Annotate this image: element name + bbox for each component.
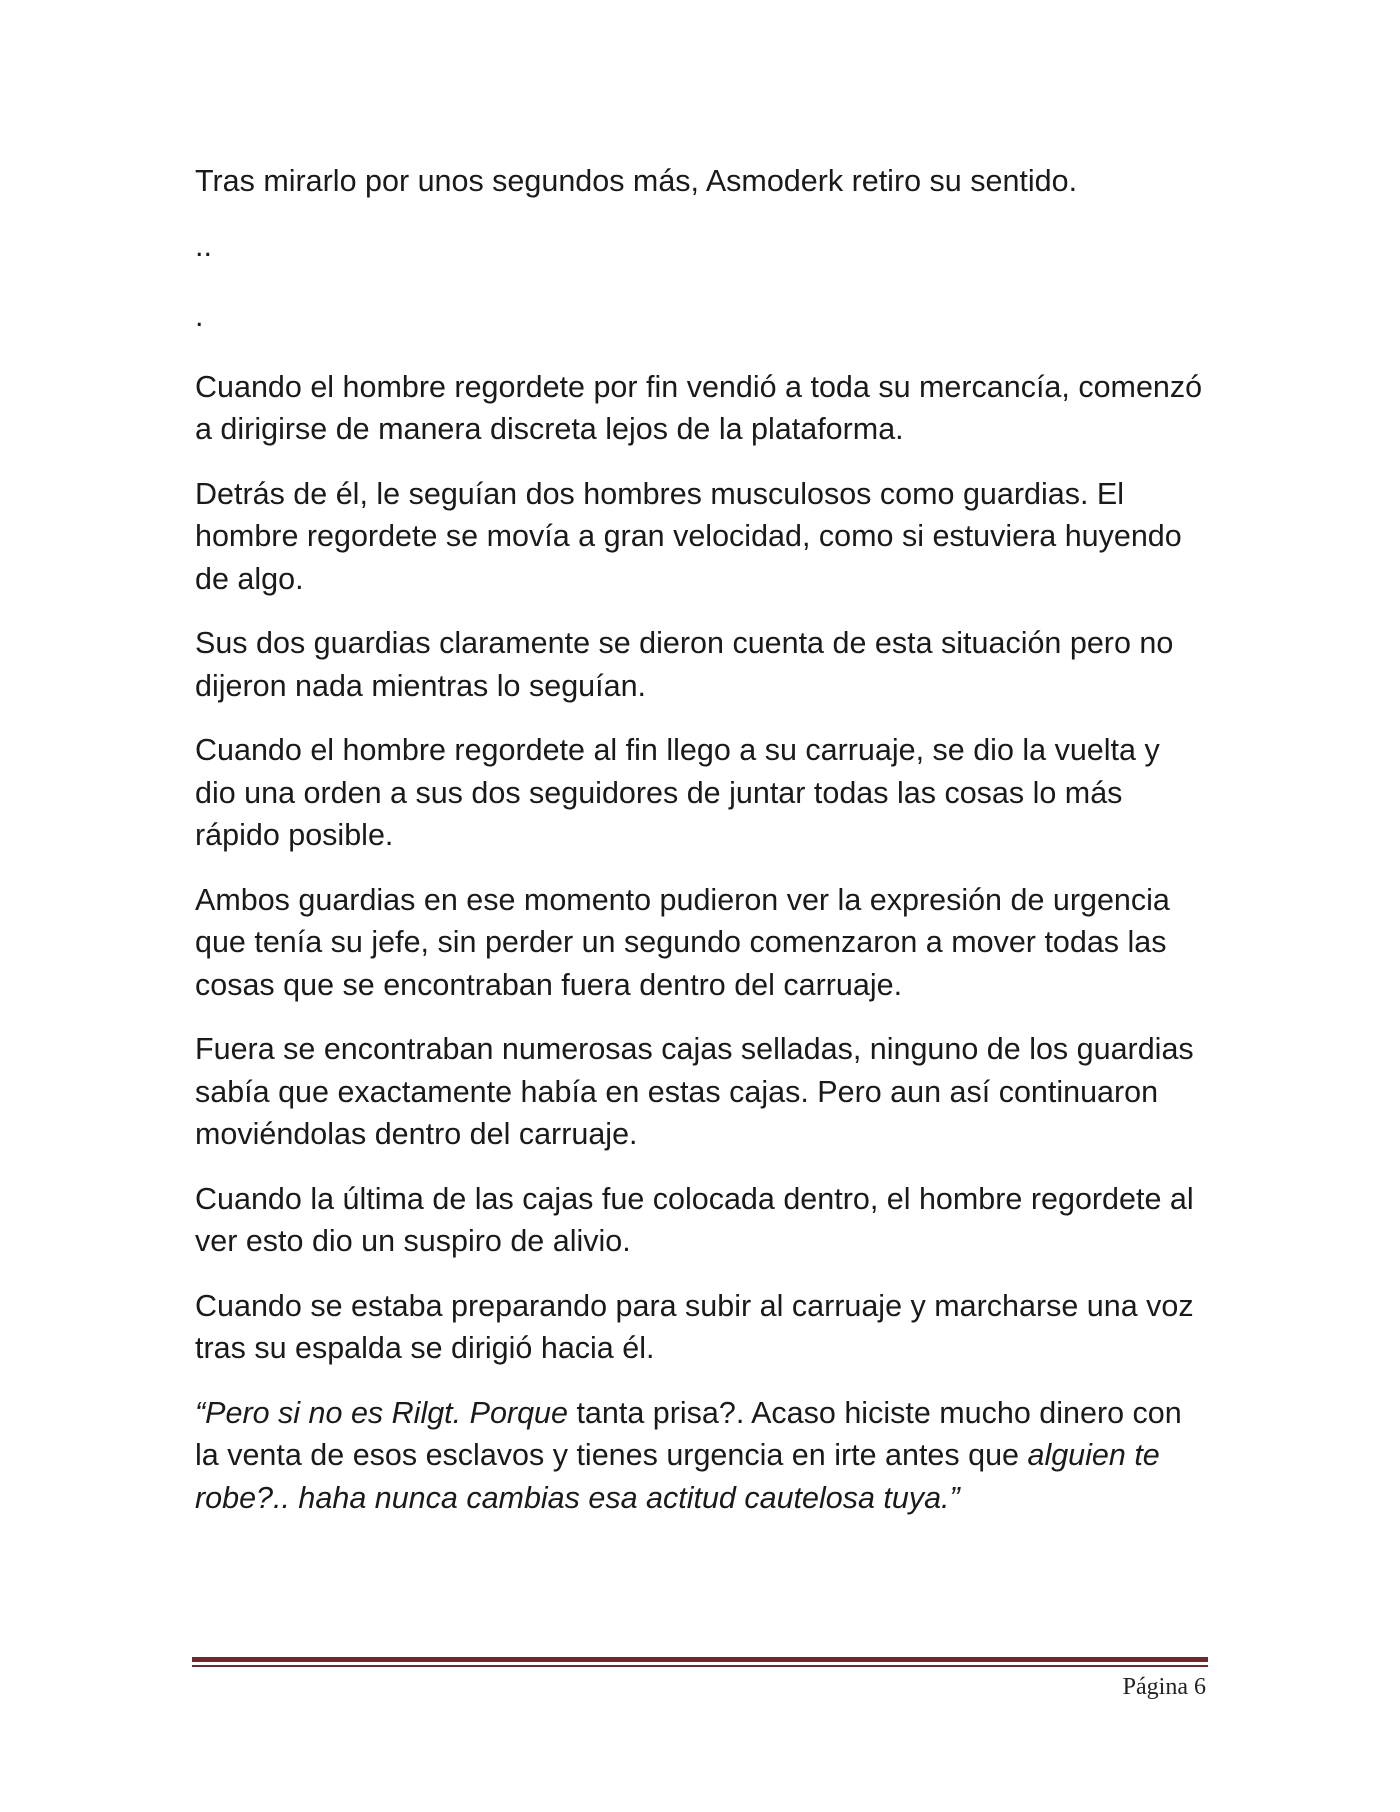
footer-rule <box>192 1657 1208 1662</box>
ellipsis-separator <box>195 225 1205 268</box>
italic-text: “Pero si no es Rilgt. Porque <box>195 1395 568 1430</box>
text-run: Sus dos guardias claramente se dieron cuenta de esta situación pero no dijeron nada mientras lo seguían. <box>195 626 1174 703</box>
paragraph <box>195 729 1205 857</box>
paragraph <box>195 473 1205 601</box>
paragraph <box>195 1178 1205 1263</box>
paragraph <box>195 879 1205 1007</box>
text-run: . <box>195 299 204 333</box>
paragraph <box>195 1285 1205 1370</box>
paragraph <box>195 1028 1205 1156</box>
text-run: Cuando el hombre regordete al fin llego a su carruaje, se dio la vuelta y dio una orden a sus dos seguidores de juntar todas las cosas lo más rápido posible. <box>195 733 1160 852</box>
italic-text: alguien te robe?.. haha nunca cambias esa actitud cautelosa tuya.” <box>195 1438 1160 1515</box>
text-run: tanta prisa?. Acaso hiciste mucho dinero con la venta de esos esclavos y tienes urgencia en irte antes que <box>195 1395 1182 1472</box>
paragraph <box>195 366 1205 451</box>
paragraph <box>195 160 1205 203</box>
ellipsis-separator <box>195 295 1205 338</box>
text-run: Ambos guardias en ese momento pudieron ver la expresión de urgencia que tenía su jefe, sin perder un segundo comenzaron a mover todas las cosas que se encontraban fuera dentro del carruaje. <box>195 882 1170 1002</box>
text-run: Fuera se encontraban numerosas cajas selladas, ninguno de los guardias sabía que exactamente había en estas cajas. Pero aun así continuaron moviéndolas dentro del carruaje. <box>195 1032 1194 1151</box>
text-run: Detrás de él, le seguían dos hombres musculosos como guardias. El hombre regordete se movía a gran velocidad, como si estuviera huyendo de algo. <box>195 476 1182 596</box>
body-text <box>195 160 1205 1541</box>
footer-rule-thin <box>192 1665 1208 1667</box>
text-run: Cuando el hombre regordete por fin vendió a toda su mercancía, comenzó a dirigirse de manera discreta lejos de la plataforma. <box>195 369 1203 446</box>
text-run: Tras mirarlo por unos segundos más, Asmoderk retiro su sentido. <box>195 164 1078 198</box>
paragraph <box>195 622 1205 707</box>
text-run: Cuando la última de las cajas fue colocada dentro, el hombre regordete al ver esto dio un suspiro de alivio. <box>195 1181 1194 1258</box>
paragraph <box>195 1392 1205 1520</box>
page-number: Página 6 <box>1122 1674 1206 1700</box>
text-run: .. <box>195 228 212 263</box>
text-run: Cuando se estaba preparando para subir al carruaje y marcharse una voz tras su espalda se dirigió hacia él. <box>195 1288 1194 1365</box>
